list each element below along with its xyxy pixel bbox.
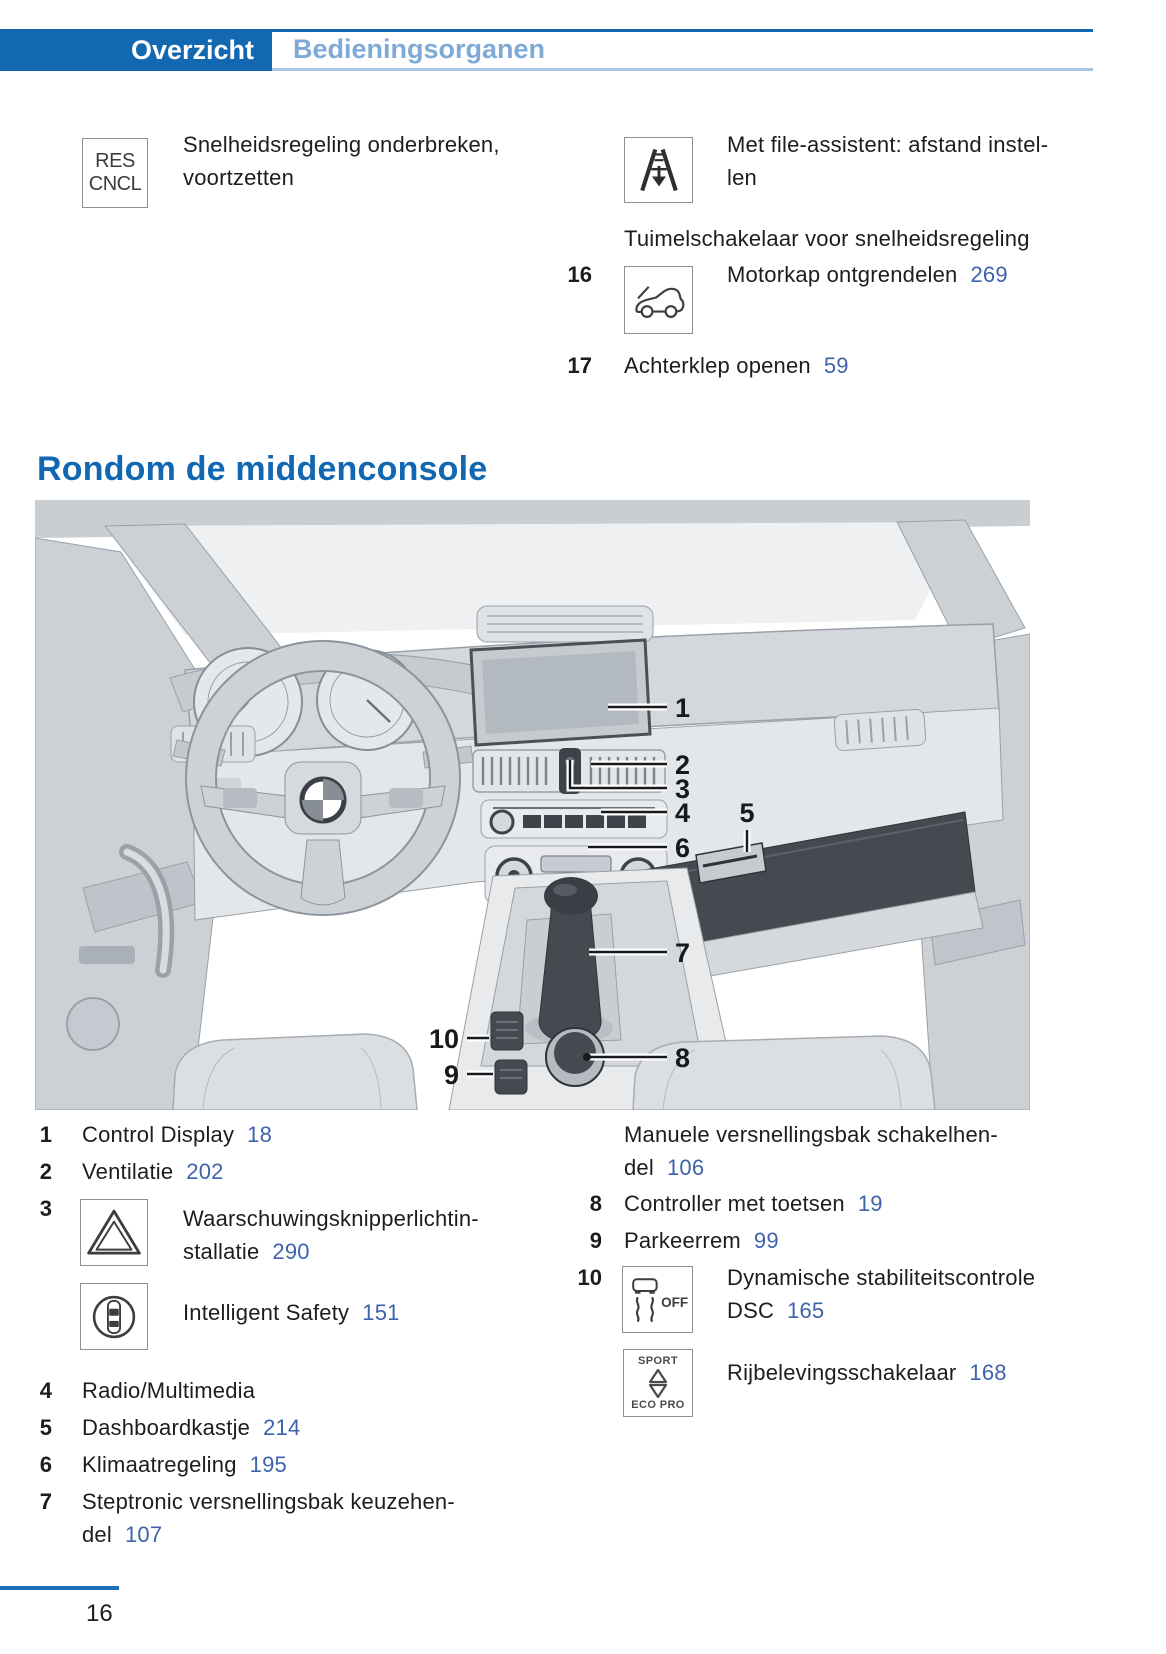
legend-1: Control Display 18 [82,1122,273,1147]
callout-8: 8 [675,1043,691,1073]
callout-1: 1 [675,693,691,723]
page-ref[interactable]: 107 [124,1522,163,1547]
page-number: 16 [86,1600,113,1627]
legend-3-number: 3 [39,1196,52,1221]
sport-label: SPORT [638,1355,678,1367]
page-ref[interactable]: 18 [247,1122,273,1147]
legend-5: Dashboardkastje 214 [82,1415,301,1440]
page-ref[interactable]: 99 [753,1228,779,1253]
page-ref[interactable]: 59 [823,353,849,378]
res-label: RES [95,150,135,172]
legend-2: Ventilatie 202 [82,1159,224,1184]
callout-6: 6 [675,833,691,863]
callout-4: 4 [675,798,691,828]
legend-10: Dynamische stabiliteitscontrole DSC 165 [727,1265,1036,1323]
legend-7-number: 7 [39,1489,52,1514]
callout-5: 5 [739,798,755,828]
hood-release-row: Motorkap ontgrendelen 269 [727,262,1008,287]
legend-3: Waarschuwingsknipperlichtin- stallatie 290 [183,1206,479,1264]
legend-9-number: 9 [589,1228,602,1253]
traffic-jam-assist-icon [624,137,693,203]
page-ref[interactable]: 202 [186,1159,224,1184]
page-title: Rondom de middenconsole [37,450,488,488]
footer-rule [0,1586,119,1590]
svg-text:OFF: OFF [660,1294,688,1310]
rocker-switch-text: Tuimelschakelaar voor snelheidsregeling [624,226,1030,251]
legend-8: Controller met toetsen 19 [624,1191,883,1216]
page-ref[interactable]: 106 [666,1155,705,1180]
legend-manual-gearbox: Manuele versnellingsbak schakelhen- del 106 [624,1122,998,1180]
cruise-resume-text: Snelheidsregeling onderbreken, voortzetten [183,132,500,190]
legend-2-number: 2 [39,1159,52,1184]
traffic-jam-assist-text: Met file-assistent: afstand instel- len [727,132,1049,190]
cncl-label: CNCL [88,173,142,195]
page-ref[interactable]: 19 [857,1191,883,1216]
legend-7: Steptronic versnellingsbak keuzehen- del 107 [82,1489,455,1547]
page-ref[interactable]: 214 [263,1415,301,1440]
callout-2: 2 [675,750,691,780]
eco-pro-label: ECO PRO [631,1399,685,1411]
item-17-number: 17 [567,353,592,378]
res-cncl-icon [82,138,148,208]
callout-10: 10 [428,1024,459,1054]
page-ref[interactable]: 168 [969,1360,1007,1385]
tailgate-row: Achterklep openen 59 [624,353,849,378]
item-16-number: 16 [567,262,592,287]
legend-5-number: 5 [39,1415,52,1440]
dsc-off-icon [622,1266,693,1333]
tab-overzicht[interactable]: Overzicht [0,29,272,71]
header-bottom-rule [272,68,1093,71]
callout-7: 7 [675,938,691,968]
page-ref[interactable]: 290 [272,1239,310,1264]
legend-6: Klimaatregeling 195 [82,1452,287,1477]
legend-4: Radio/Multimedia [82,1378,256,1403]
intelligent-safety-icon [80,1283,148,1350]
breadcrumb[interactable]: Bedieningsorganen [293,34,546,64]
hazard-warning-icon [80,1199,148,1266]
callout-3: 3 [675,774,691,804]
driving-experience-switch-icon [623,1349,693,1417]
page-ref[interactable]: 195 [249,1452,287,1477]
legend-4-number: 4 [39,1378,52,1403]
hood-release-icon [624,266,693,334]
legend-1-number: 1 [39,1122,52,1147]
page-ref[interactable]: 269 [970,262,1008,287]
legend-9: Parkeerrem 99 [624,1228,779,1253]
legend-10-number: 10 [577,1265,602,1290]
callout-9: 9 [443,1060,459,1090]
legend-driving-experience: Rijbelevingsschakelaar 168 [727,1360,1007,1385]
center-console-illustration [35,500,1030,1110]
page-ref[interactable]: 165 [787,1298,825,1323]
legend-intelligent-safety: Intelligent Safety 151 [183,1300,400,1325]
page-ref[interactable]: 151 [362,1300,400,1325]
legend-6-number: 6 [39,1452,52,1477]
legend-8-number: 8 [589,1191,602,1216]
